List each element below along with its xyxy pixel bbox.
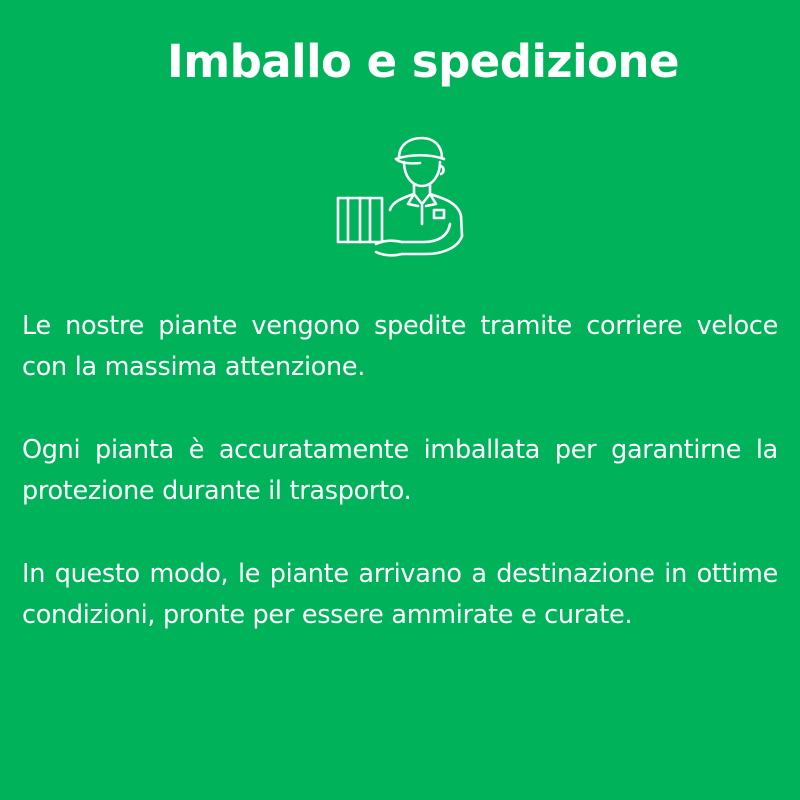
paragraph-packaging: Ogni pianta è accuratamente imballata per garantirne la protezione durante il trasporto. (22, 435, 778, 506)
delivery-person-with-box-icon (330, 132, 470, 267)
paragraph-arrival: In questo modo, le piante arrivano a destinazione in ottime condizioni, pronte per essere ammirate e curate. (22, 559, 778, 630)
description-text (22, 306, 778, 678)
page-title: Imballo e spedizione (166, 35, 680, 88)
paragraph-shipping: Le nostre piante vengono spedite tramite corriere veloce con la massima attenzione. (22, 311, 778, 382)
